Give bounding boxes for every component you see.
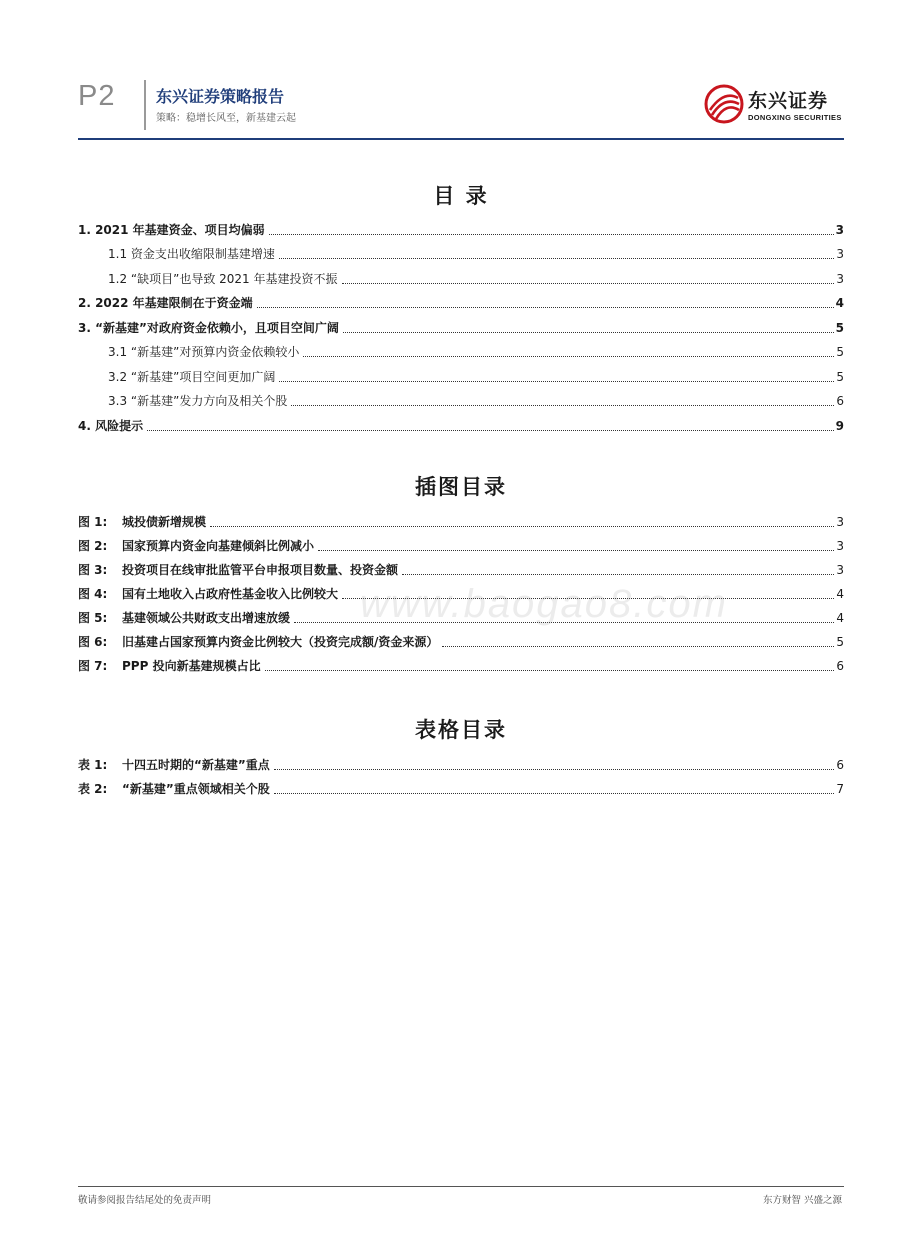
table-entry[interactable]: [78, 755, 844, 773]
figure-page: 5: [836, 635, 844, 649]
figures-title: 插图目录: [415, 475, 507, 499]
figure-number: 图 4:: [78, 587, 108, 601]
figure-entry[interactable]: [78, 632, 844, 650]
toc-entry-label: 1. 2021 年基建资金、项目均偏弱: [78, 223, 265, 237]
figure-label: 投资项目在线审批监管平台申报项目数量、投资金额: [122, 563, 399, 577]
figure-page: 6: [836, 659, 844, 673]
table-entry[interactable]: [78, 779, 844, 797]
figure-entry[interactable]: [78, 560, 844, 578]
toc-title: 目 录: [433, 184, 489, 208]
toc-entry-label: 3.2 “新基建”项目空间更加广阔: [108, 370, 276, 384]
footer-disclaimer: 敬请参阅报告结尾处的免责声明: [78, 1195, 212, 1206]
toc-entry-label: 3. “新基建”对政府资金依赖小，且项目空间广阔: [78, 321, 339, 335]
toc-entry-page: 9: [835, 419, 844, 433]
figure-number: 图 2:: [78, 539, 108, 553]
table-label: 十四五时期的“新基建”重点: [122, 758, 270, 772]
report-header: [78, 74, 844, 140]
table-page: 7: [836, 782, 844, 796]
toc-entry-page: 5: [836, 345, 844, 359]
leader-dots: [342, 282, 835, 284]
leader-dots: [279, 257, 834, 259]
toc-entry[interactable]: [78, 318, 844, 336]
table-number: 表 2:: [78, 782, 108, 796]
figure-page: 3: [836, 563, 844, 577]
figure-number: 图 7:: [78, 659, 108, 673]
toc-entry-page: 5: [836, 370, 844, 384]
figure-number: 图 1:: [78, 515, 108, 529]
company-logo: [704, 80, 844, 130]
logo-name-en: DONGXING SECURITIES: [748, 113, 842, 122]
toc-entry[interactable]: [78, 367, 844, 385]
toc-entry-page: 3: [836, 247, 844, 261]
figure-page: 3: [836, 539, 844, 553]
toc-entry-label: 4. 风险提示: [78, 419, 144, 433]
leader-dots: [274, 792, 835, 794]
table-label: “新基建”重点领域相关个股: [122, 782, 270, 796]
toc-entry[interactable]: [78, 244, 844, 262]
leader-dots: [257, 306, 834, 308]
tables-title: 表格目录: [415, 718, 507, 742]
toc-entry-label: 1.1 资金支出收缩限制基建增速: [108, 247, 275, 261]
figure-entry[interactable]: [78, 512, 844, 530]
leader-dots: [147, 429, 834, 431]
figure-label: 基建领域公共财政支出增速放缓: [122, 611, 291, 625]
figure-label: 城投债新增规模: [122, 515, 207, 529]
figure-number: 图 5:: [78, 611, 108, 625]
figure-label: 国有土地收入占政府性基金收入比例较大: [122, 587, 339, 601]
toc-entry-label: 3.3 “新基建”发力方向及相关个股: [108, 394, 288, 408]
report-subtitle: 策略：稳增长风至，新基建云起: [156, 113, 296, 124]
toc-entry[interactable]: [78, 391, 844, 409]
toc-entry-page: 3: [836, 272, 844, 286]
figure-number: 图 3:: [78, 563, 108, 577]
page-number: P2: [78, 80, 116, 112]
toc-entry-page: 3: [835, 223, 844, 237]
logo-name-cn: 东兴证券: [748, 90, 829, 112]
figure-label: 国家预算内资金向基建倾斜比例减小: [122, 539, 315, 553]
figure-entry[interactable]: [78, 536, 844, 554]
toc-entry-page: 6: [836, 394, 844, 408]
figure-page: 3: [836, 515, 844, 529]
figure-label: PPP 投向新基建规模占比: [122, 659, 261, 673]
leader-dots: [210, 525, 834, 527]
toc-entry[interactable]: [78, 220, 844, 238]
leader-dots: [318, 549, 834, 551]
leader-dots: [303, 355, 834, 357]
report-title: 东兴证券策略报告: [156, 87, 285, 106]
footer-rule: [78, 1186, 844, 1187]
toc-entry[interactable]: [78, 416, 844, 434]
leader-dots: [265, 669, 835, 671]
logo-mark-icon: [704, 84, 744, 124]
leader-dots: [343, 331, 834, 333]
figure-number: 图 6:: [78, 635, 108, 649]
header-rule: [78, 138, 844, 140]
figure-page: 4: [836, 587, 844, 601]
leader-dots: [291, 404, 834, 406]
toc-entry-label: 3.1 “新基建”对预算内资金依赖较小: [108, 345, 300, 359]
table-page: 6: [836, 758, 844, 772]
toc-entry-page: 4: [835, 296, 844, 310]
figure-label: 旧基建占国家预算内资金比例较大（投资完成额/资金来源）: [122, 635, 439, 649]
toc-entry-label: 1.2 “缺项目”也导致 2021 年基建投资不振: [108, 272, 338, 286]
toc-entry[interactable]: [78, 269, 844, 287]
watermark: www.baogao8.com: [360, 582, 728, 626]
toc-entry-label: 2. 2022 年基建限制在于资金端: [78, 296, 253, 310]
toc-entry[interactable]: [78, 342, 844, 360]
toc-entry[interactable]: [78, 293, 844, 311]
figure-page: 4: [836, 611, 844, 625]
leader-dots: [269, 233, 834, 235]
toc-entry-page: 5: [835, 321, 844, 335]
figure-entry[interactable]: [78, 656, 844, 674]
footer-slogan: 东方财智 兴盛之源: [762, 1195, 842, 1206]
header-divider: [144, 80, 146, 130]
leader-dots: [402, 573, 834, 575]
leader-dots: [442, 645, 834, 647]
leader-dots: [274, 768, 835, 770]
leader-dots: [279, 380, 834, 382]
table-number: 表 1:: [78, 758, 108, 772]
